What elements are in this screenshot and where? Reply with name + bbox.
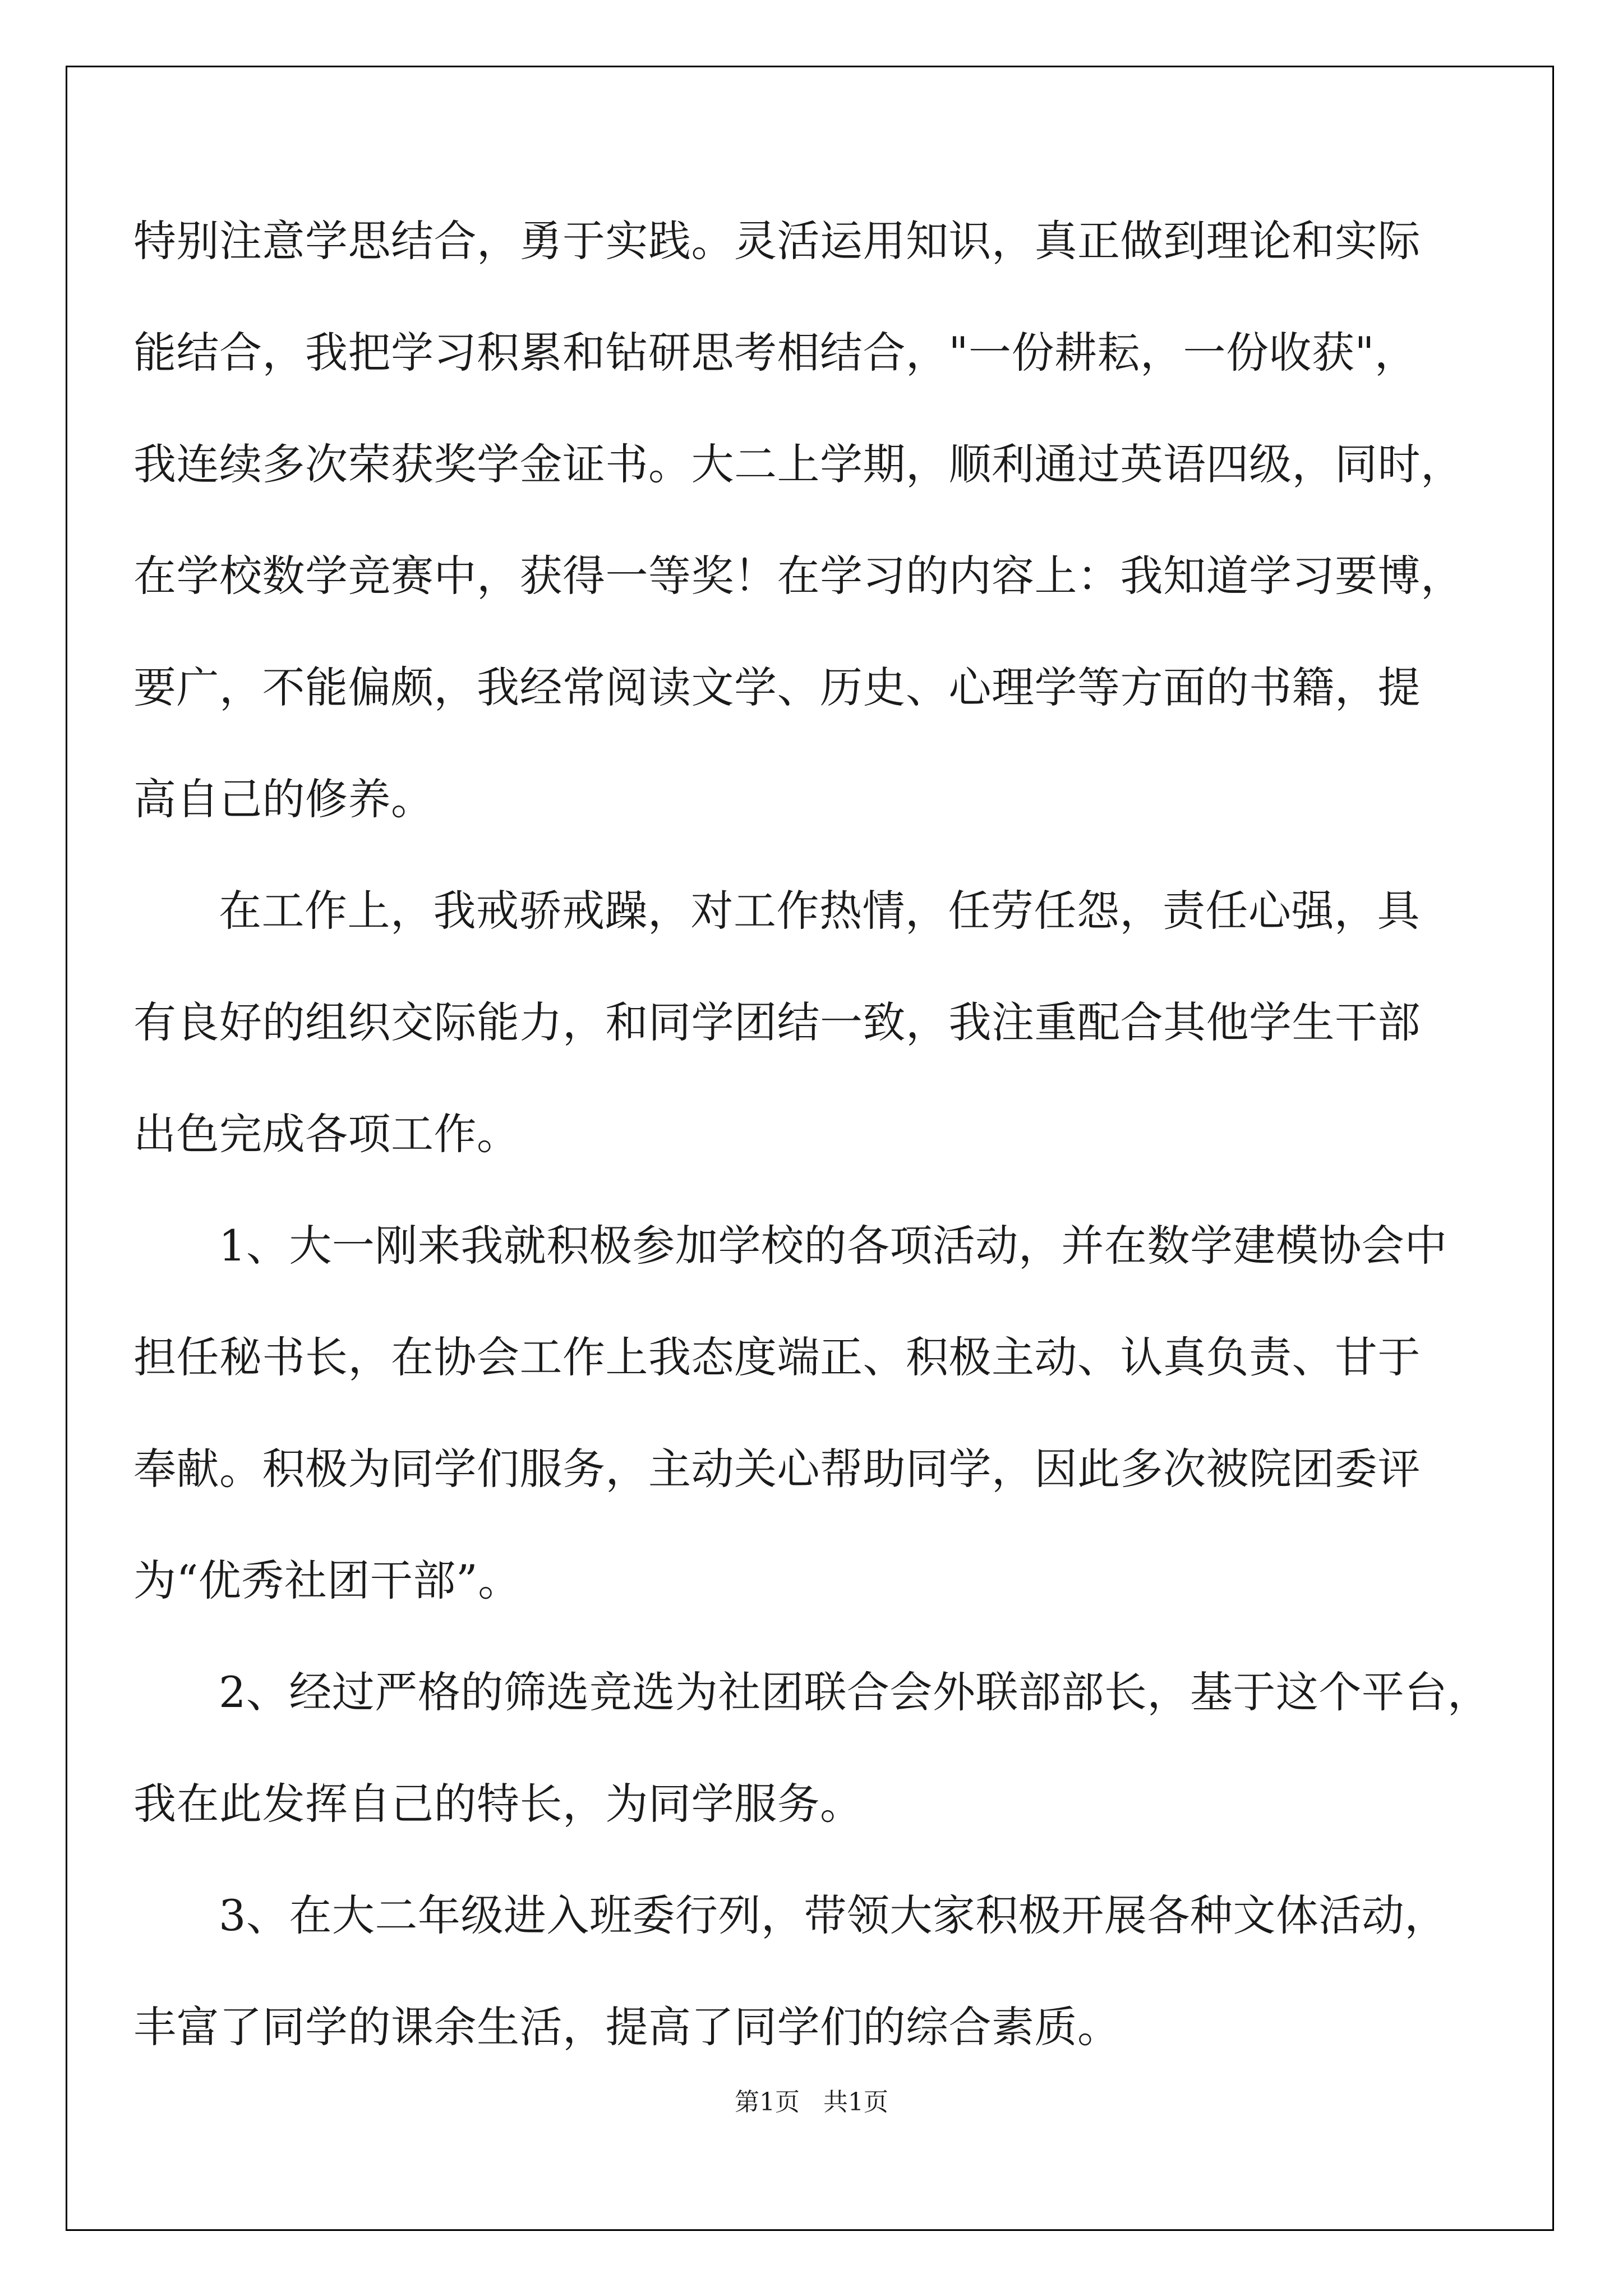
paragraph-line: 在学校数学竞赛中，获得一等奖！在学习的内容上：我知道学习要博， bbox=[133, 551, 1464, 601]
paragraph-line: 丰富了同学的课余生活，提高了同学们的综合素质。 bbox=[133, 2002, 1121, 2052]
paragraph-line: 要广，不能偏颇，我经常阅读文学、历史、心理学等方面的书籍，提 bbox=[133, 662, 1421, 712]
paragraph-line: 为“优秀社团干部”。 bbox=[133, 1556, 521, 1605]
page-footer: 第1页 共1页 bbox=[735, 2088, 888, 2116]
paragraph-line: 1、大一刚来我就积极参加学校的各项活动，并在数学建模协会中 bbox=[219, 1221, 1447, 1271]
paragraph-line: 高自己的修养。 bbox=[133, 774, 434, 824]
paragraph-line: 能结合，我把学习积累和钻研思考相结合，"一份耕耘，一份收获"， bbox=[133, 328, 1418, 378]
document-body bbox=[133, 185, 1491, 2083]
paragraph-line: 特别注意学思结合，勇于实践。灵活运用知识，真正做到理论和实际 bbox=[133, 216, 1421, 266]
paragraph-line: 担任秘书长，在协会工作上我态度端正、积极主动、认真负责、甘于 bbox=[133, 1332, 1421, 1382]
paragraph-line: 有良好的组织交际能力，和同学团结一致，我注重配合其他学生干部 bbox=[133, 997, 1421, 1047]
paragraph-line: 在工作上，我戒骄戒躁，对工作热情，任劳任怨，责任心强，具 bbox=[219, 886, 1420, 936]
paragraph-line: 奉献。积极为同学们服务，主动关心帮助同学，因此多次被院团委评 bbox=[133, 1444, 1421, 1494]
paragraph-line: 3、在大二年级进入班委行列，带领大家积极开展各种文体活动， bbox=[219, 1890, 1447, 1940]
paragraph-line: 出色完成各项工作。 bbox=[133, 1109, 520, 1159]
paragraph-line: 我连续多次荣获奖学金证书。大二上学期，顺利通过英语四级，同时， bbox=[133, 439, 1464, 489]
paragraph-line: 我在此发挥自己的特长，为同学服务。 bbox=[133, 1779, 863, 1829]
paragraph-line: 2、经过严格的筛选竞选为社团联合会外联部部长，基于这个平台， bbox=[219, 1667, 1491, 1717]
